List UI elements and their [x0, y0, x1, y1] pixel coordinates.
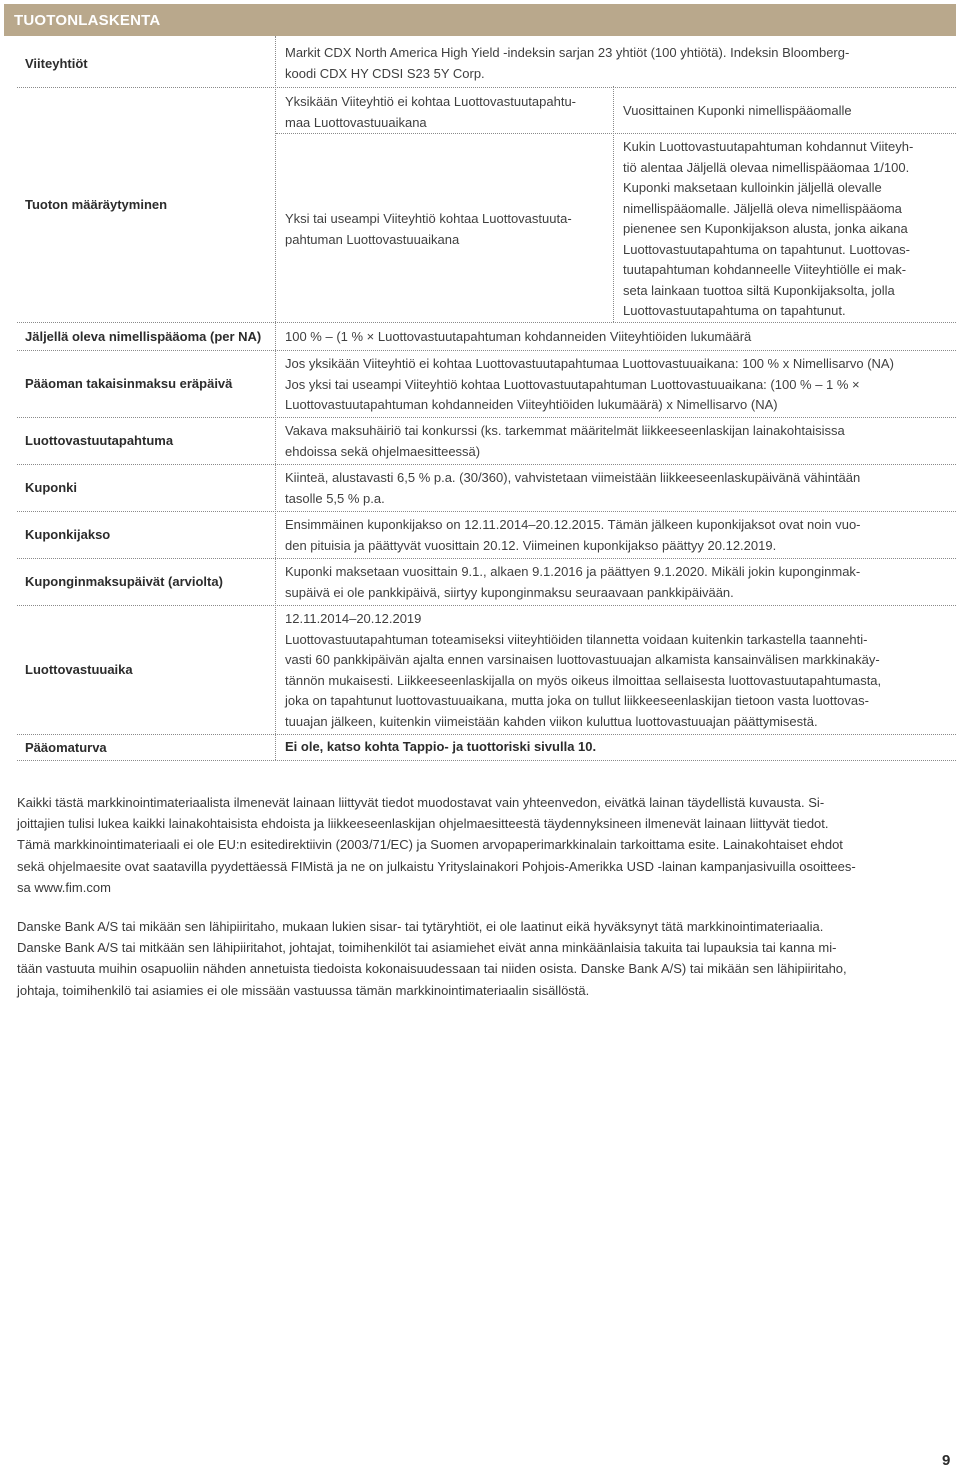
row-divider: [17, 558, 956, 559]
label-kuponki: Kuponki: [25, 480, 77, 495]
disclaimer-summary: Kaikki tästä markkinointimateriaalista ilmenevät lainaan liittyvät tiedot muodostavat vain yhteenvedon, eivätkä lainan täydellistä kuvausta. Si- joittajien tulisi lukea kaikki lainakohtaisista ehdoista ja liikkeeseenlaskijan ohjelmaesitteestä täydennyksineen ilmenevät lainaan liittyvät tiedot. Tämä markkinointimateriaali ei ole EU:n esitedirektiivin (2003/71/EC) ja Suomen arvopaperimarkkinalain tarkoittama esite. Lainakohtaiset ehdot sekä ohjelmaesite ovat saatavilla pyydettäessä FIMistä ja ne on julkaistu Yrityslainakori Pohjois-Amerikka USD -lainan kampanjasivuilla osoittees- sa www.fim.com: [17, 795, 856, 895]
label-viiteyhtiot: Viiteyhtiöt: [25, 56, 88, 71]
row-divider: [276, 133, 956, 134]
value-paaoman-takaisinmaksu: Jos yksikään Viiteyhtiö ei kohtaa Luottovastuutapahtumaa Luottovastuuaikana: 100 % x Nimellisarvo (NA) Jos yksi tai useampi Viiteyhtiö kohtaa Luottovastuutapahtuman Luottovastuuaikana: (100 % – 1 % × Luottovastuutapahtuman kohdanneiden Viiteyhtiöiden lukumäärä) x Nimellisarvo (NA): [285, 356, 894, 412]
row-divider: [17, 350, 956, 351]
tuoton-case1: Yksikään Viiteyhtiö ei kohtaa Luottovastuutapahtu- maa Luottovastuuaikana: [285, 94, 577, 130]
section-title: TUOTONLASKENTA: [14, 12, 161, 29]
tuoton-result2: Kukin Luottovastuutapahtuman kohdannut Viiteyh- tiö alentaa Jäljellä olevaa nimellispääomaa 1/100. Kuponki maksetaan kulloinkin jäljellä olevalle nimellispääomalle. Jäljellä oleva nimellispääoma pienenee sen Kuponkijakson alusta, jonka aikana Luottovastuutapahtuma on tapahtunut. Luottovas- tuutapahtuman kohdanneelle Viiteyhtiölle ei mak- seta lainkaan tuottoa siltä Kuponkijaksolta, jolla Luottovastuutapahtuma on tapahtunut.: [623, 139, 914, 318]
row-divider: [17, 417, 956, 418]
row-divider: [17, 464, 956, 465]
value-viiteyhtiot: Markit CDX North America High Yield -indeksin sarjan 23 yhtiöt (100 yhtiötä). Indeksin Bloomberg- koodi CDX HY CDSI S23 5Y Corp.: [285, 45, 850, 81]
tuoton-case2: Yksi tai useampi Viiteyhtiö kohtaa Luottovastuuta- pahtuman Luottovastuuaikana: [285, 211, 572, 247]
value-luottovastuutapahtuma: Vakava maksuhäiriö tai konkurssi (ks. tarkemmat määritelmät liikkeeseenlaskijan lainakohtaisissa ehdoissa sekä ohjelmaesitteessä): [285, 423, 845, 459]
column-divider: [275, 36, 276, 760]
tuoton-result1: Vuosittainen Kuponki nimellispääomalle: [623, 103, 852, 118]
value-kuponkijakso: Ensimmäinen kuponkijakso on 12.11.2014–20.12.2015. Tämän jälkeen kuponkijaksot ovat noin vuo- den pituisia ja päättyvät vuosittain 20.12. Viimeinen kuponkijakso päättyy 20.12.2019.: [285, 517, 861, 553]
row-divider: [17, 734, 956, 735]
value-kuponginmaksupaivat: Kuponki maksetaan vuosittain 9.1., alkaen 9.1.2016 ja päättyen 9.1.2020. Mikäli jokin kuponginmak- supäivä ei ole pankkipäivä, siirtyy kuponginmaksu seuraavaan pankkipäivään.: [285, 564, 861, 600]
label-kuponginmaksupaivat: Kuponginmaksupäivät (arviolta): [25, 574, 223, 589]
row-divider: [17, 511, 956, 512]
label-luottovastuuaika: Luottovastuuaika: [25, 662, 133, 677]
value-kuponki: Kiinteä, alustavasti 6,5 % p.a. (30/360), vahvistetaan viimeistään liikkeeseenlaskupäivänä vähintään tasolle 5,5 % p.a.: [285, 470, 861, 506]
label-paaomaturva: Pääomaturva: [25, 740, 107, 755]
subcolumn-divider: [613, 86, 614, 322]
row-divider: [17, 605, 956, 606]
row-divider: [17, 322, 956, 323]
section-header: [4, 4, 956, 36]
label-kuponkijakso: Kuponkijakso: [25, 527, 111, 542]
value-paaomaturva: Ei ole, katso kohta Tappio- ja tuottoriski sivulla 10.: [285, 739, 597, 754]
row-divider: [17, 87, 956, 88]
value-luottovastuuaika: 12.11.2014–20.12.2019 Luottovastuutapahtuman toteamiseksi viiteyhtiöiden tilannetta voidaan kuitenkin tarkastella taannehti- vasti 60 pankkipäivän ajalta ennen varsinaisen luottovastuuajan alkamista kansainvälisen markkinakäy- tännön mukaisesti. Liikkeeseenlaskijalla on myös oikeus ilmoittaa sellaisesta luottovastuutapahtumasta, joka on tapahtunut luottovastuuaikana, mutta joka on tullut liikkeeseenlaskijan tietoon vasta luottovas- tuuajan jälkeen, kuitenkin viimeistään kahden viikon kuluttua luottovastuuajan päättymisestä.: [285, 611, 882, 729]
label-tuoton-maaraytyminen: Tuoton määräytyminen: [25, 197, 168, 212]
table-bottom-divider: [17, 760, 956, 761]
page-number: 9: [942, 1452, 951, 1469]
label-luottovastuutapahtuma: Luottovastuutapahtuma: [25, 433, 174, 448]
label-jaljella-oleva-nimellispaaoma: Jäljellä oleva nimellispääoma (per NA): [25, 329, 262, 344]
label-paaoman-takaisinmaksu: Pääoman takaisinmaksu eräpäivä: [25, 376, 233, 391]
disclaimer-danske-bank: Danske Bank A/S tai mikään sen lähipiiritaho, mukaan lukien sisar- tai tytäryhtiöt, ei ole laatinut eikä hyväksynyt tätä markkinointimateriaalia. Danske Bank A/S tai mitkään sen lähipiiritahot, johtajat, toimihenkilöt tai asiamiehet eivät anna minkäänlaisia takuita tai lupauksia tai kanna mi- tään vastuuta muihin osapuoliin nähden annetuista tiedoista kokonaisuudessaan tai niiden osista. Danske Bank A/S) tai mikään sen lähipiiritaho, johtaja, toimihenkilö tai asiamies ei ole missään vastuussa tämän markkinointimateriaalin sisällöstä.: [17, 919, 847, 998]
value-jaljella-oleva-nimellispaaoma: 100 % – (1 % × Luottovastuutapahtuman kohdanneiden Viiteyhtiöiden lukumäärä: [285, 329, 752, 344]
